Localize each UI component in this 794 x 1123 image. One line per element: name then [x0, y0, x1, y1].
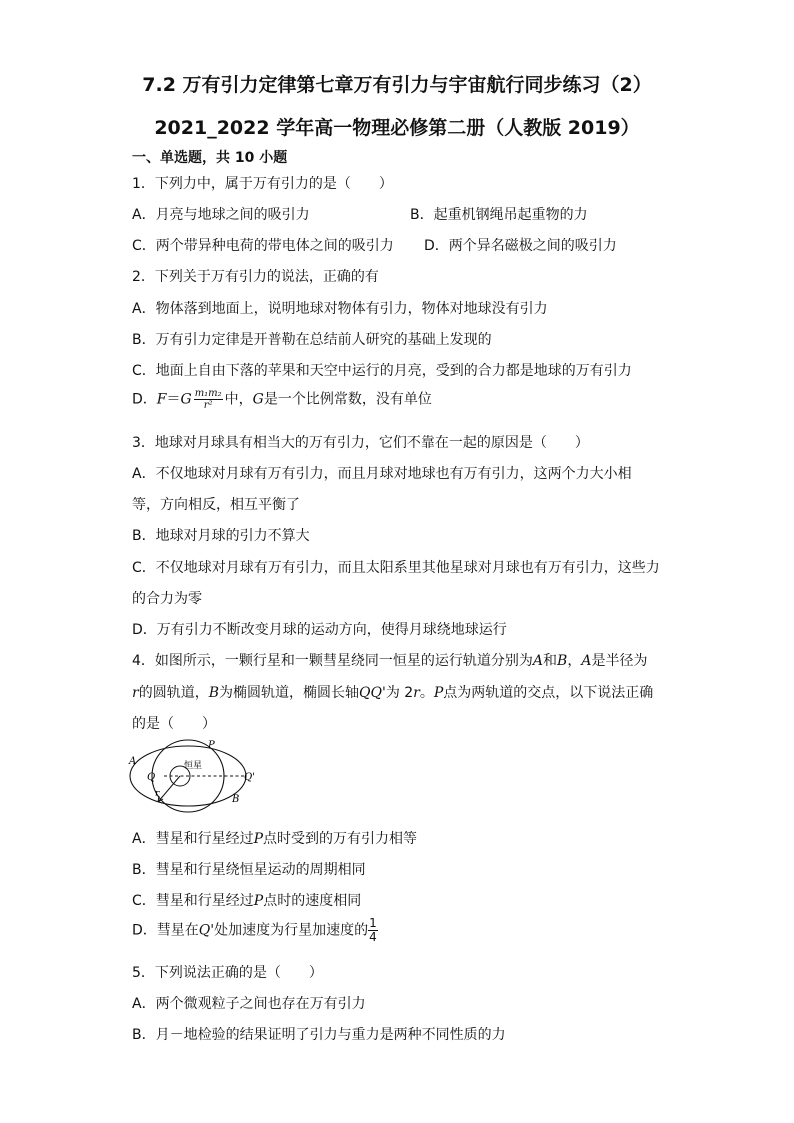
gravity-fraction [194, 388, 223, 411]
q4-stem-text: 和 [543, 653, 558, 669]
q4-stem-line-1 [132, 650, 647, 670]
q4-d-text: D．彗星在 [132, 922, 199, 939]
point-q-prime-symbol: Q' [198, 922, 215, 939]
formula-g: G [180, 391, 192, 408]
q4-stem-line-3: 的是（ ） [132, 716, 216, 732]
q2-d-suffix-1: 中， [224, 391, 253, 408]
q4-stem-text: 为 2 [385, 685, 414, 701]
label-q: Q [147, 772, 156, 783]
fraction-numerator: m₁m₂ [194, 388, 222, 399]
q2-d-suffix-2: 是一个比例常数，没有单位 [263, 391, 432, 408]
q2-d-g-symbol: G [252, 391, 264, 408]
label-p: P [208, 740, 215, 751]
q1-option-b: B．起重机钢绳吊起重物的力 [410, 207, 588, 223]
radius-line [158, 776, 180, 802]
q2-option-b: B．万有引力定律是开普勒在总结前人研究的基础上发现的 [132, 332, 492, 348]
title-line-2: 2021_2022 学年高一物理必修第二册（人教版 2019） [154, 117, 640, 139]
q4-c-text: C．彗星和行星经过 [132, 893, 254, 909]
axis-symbol: QQ' [359, 685, 386, 701]
orbit-diagram [128, 738, 260, 818]
radius-symbol: r [413, 685, 420, 701]
label-b: B [232, 794, 240, 805]
q2-d-prefix: D． [132, 391, 157, 408]
q4-a-text: 点时受到的万有引力相等 [263, 831, 417, 847]
quarter-fraction [368, 917, 378, 944]
q1-option-d: D．两个异名磁极之间的吸引力 [424, 238, 617, 254]
orbit-a-symbol: A [581, 653, 592, 669]
point-p-symbol: P [253, 831, 263, 847]
q3-option-c-line-1: C．不仅地球对月球有万有引力，而且太阳系里其他星球对月球也有万有引力，这些力 [132, 560, 660, 576]
q3-stem: 3．地球对月球具有相当大的万有引力，它们不靠在一起的原因是（ ） [132, 435, 589, 451]
q4-stem-text: 。 [419, 685, 434, 701]
q2-option-d [132, 388, 432, 411]
radius-symbol: r [132, 685, 139, 701]
q3-option-a-line-1: A．不仅地球对月球有万有引力，而且月球对地球也有万有引力，这两个力大小相 [132, 466, 632, 482]
q1-option-a: A．月亮与地球之间的吸引力 [132, 207, 310, 223]
q5-option-b: B．月－地检验的结果证明了引力与重力是两种不同性质的力 [132, 1027, 506, 1043]
fraction-denominator: 4 [369, 930, 377, 944]
q4-option-c [132, 890, 361, 910]
q3-option-d: D．万有引力不断改变月球的运动方向，使得月球绕地球运行 [132, 622, 507, 638]
label-r: r [155, 789, 160, 799]
label-a: A [129, 756, 137, 767]
point-p-symbol: P [253, 893, 264, 909]
q2-option-c: C．地面上自由下落的苹果和天空中运行的月亮，受到的合力都是地球的万有引力 [132, 363, 632, 379]
fraction-numerator: 1 [369, 916, 377, 930]
q1-option-c: C．两个带异种电荷的带电体之间的吸引力 [132, 238, 394, 254]
q5-stem: 5．下列说法正确的是（ ） [132, 965, 323, 981]
orbit-b-symbol: B [208, 685, 219, 701]
label-q-prime: Q' [244, 772, 255, 783]
q4-stem-text: 4．如图所示，一颗行星和一颗彗星绕同一恒星的运行轨道分别为 [132, 653, 533, 669]
q4-c-text: 点时的速度相同 [263, 893, 362, 909]
q3-option-b: B．地球对月球的引力不算大 [132, 528, 310, 544]
fraction-denominator: r² [203, 400, 213, 411]
q4-stem-line-2 [132, 682, 653, 702]
q4-stem-text: 点为两轨道的交点，以下说法正确 [443, 685, 654, 701]
q4-option-b: B．彗星和行星绕恒星运动的周期相同 [132, 862, 366, 878]
title-line-1: 7.2 万有引力定律第七章万有引力与宇宙航行同步练习（2） [142, 74, 652, 96]
q5-option-a: A．两个微观粒子之间也存在万有引力 [132, 996, 366, 1012]
q4-a-text: A．彗星和行星经过 [132, 831, 254, 847]
formula-f: F [156, 391, 167, 408]
label-star: 恒星 [184, 761, 203, 771]
q4-option-a [132, 828, 417, 848]
formula-eq: ＝ [166, 391, 181, 408]
q3-option-c-line-2: 的合力为零 [132, 591, 202, 607]
orbit-b-symbol: B [557, 653, 568, 669]
q2-stem: 2．下列关于万有引力的说法，正确的有 [132, 269, 379, 285]
q4-d-text: 处加速度为行星加速度的 [214, 922, 369, 939]
q4-stem-text: 为椭圆轨道，椭圆长轴 [219, 685, 359, 701]
section-heading: 一、单选题，共 10 小题 [132, 150, 288, 166]
q3-option-a-line-2: 等，方向相反，相互平衡了 [132, 497, 300, 513]
q1-stem: 1．下列力中，属于万有引力的是（ ） [132, 176, 393, 192]
point-p-symbol: P [433, 685, 444, 701]
q4-option-d [132, 917, 378, 944]
q4-stem-text: 的圆轨道， [138, 685, 209, 701]
q2-option-a: A．物体落到地面上，说明地球对物体有引力，物体对地球没有引力 [132, 301, 548, 317]
q4-stem-text: ， [567, 653, 582, 669]
orbit-a-symbol: A [532, 653, 544, 669]
q4-stem-text: 是半径为 [591, 653, 648, 669]
